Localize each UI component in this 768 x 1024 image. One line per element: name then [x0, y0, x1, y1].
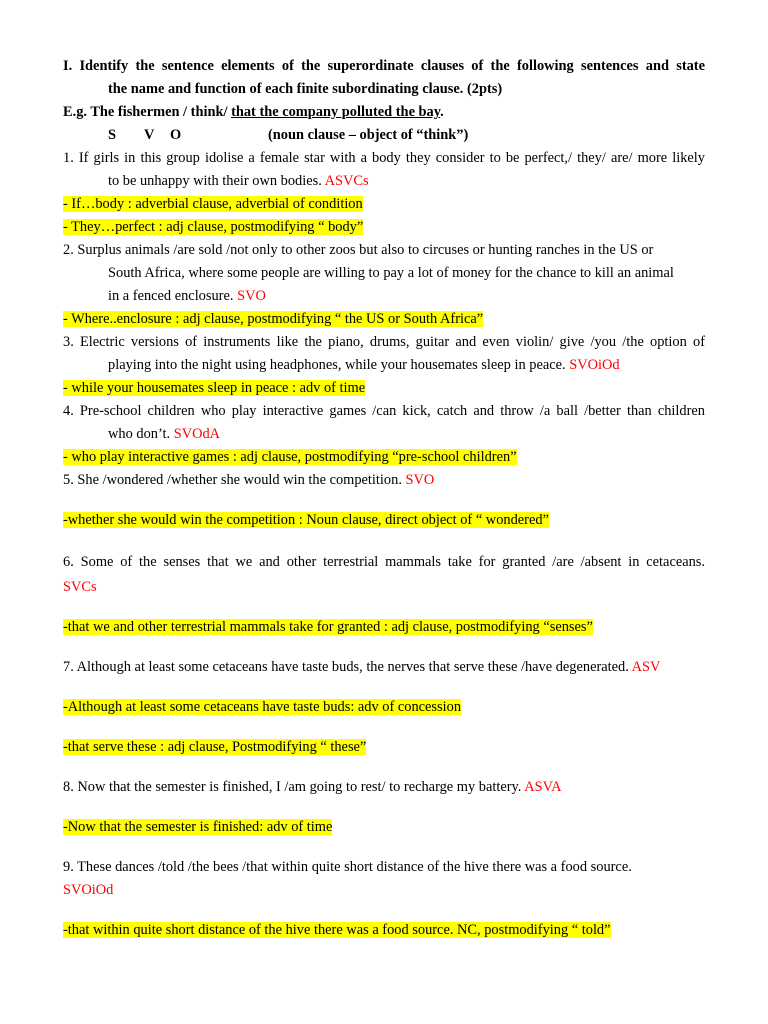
- item-9-pattern: SVOiOd: [63, 882, 114, 898]
- item-4-line2: who don’t. SVOdA: [108, 426, 221, 442]
- item-2-line3: in a fenced enclosure. SVO: [108, 288, 266, 304]
- example-note: (noun clause – object of “think”): [268, 127, 469, 143]
- item-4-line1: 4. Pre-school children who play interactive games /can kick, catch and throw /a ball /better than children: [63, 403, 705, 419]
- task-number: I.: [63, 58, 73, 74]
- item-3-line1: 3. Electric versions of instruments like the piano, drums, guitar and even violin/ give /you /the option of: [63, 334, 705, 350]
- item-7-pattern: ASV: [631, 659, 661, 675]
- example-labels: S V O (noun clause – object of “think”): [63, 124, 705, 147]
- task-instruction-line2: the name and function of each finite subordinating clause. (2pts): [108, 81, 503, 97]
- item-8-line1: 8. Now that the semester is finished, I /am going to rest/ to recharge my battery. ASVA: [63, 779, 562, 795]
- item-5-answer1: -whether she would win the competition : Noun clause, direct object of “ wondered”: [63, 512, 549, 528]
- document-page: [63, 55, 705, 942]
- item-3-line2: playing into the night using headphones, while your housemates sleep in peace. SVOiOd: [108, 357, 620, 373]
- example-sentence: E.g. The fishermen / think/ that the company polluted the bay.: [63, 104, 444, 120]
- item-4-pattern: SVOdA: [173, 426, 221, 442]
- item-1-line1: 1. If girls in this group idolise a female star with a body they consider to be perfect,/ they/ are/ more likely: [63, 150, 705, 166]
- item-4-answer1: - who play interactive games : adj clause, postmodifying “pre-school children”: [63, 449, 517, 465]
- item-9-line1: 9. These dances /told /the bees /that within quite short distance of the hive there was a food source.: [63, 859, 632, 875]
- item-6-answer1: -that we and other terrestrial mammals take for granted : adj clause, postmodifying “senses”: [63, 619, 593, 635]
- item-3-pattern: SVOiOd: [569, 357, 620, 373]
- item-6-line1: 6. Some of the senses that we and other terrestrial mammals take for granted /are /absent in cetaceans.: [63, 554, 705, 570]
- item-1-answer2: - They…perfect : adj clause, postmodifying “ body”: [63, 219, 364, 235]
- item-2-line2: South Africa, where some people are willing to pay a lot of money for the chance to kill an animal: [108, 265, 674, 281]
- item-2-answer1: - Where..enclosure : adj clause, postmodifying “ the US or South Africa”: [63, 311, 484, 327]
- item-6-pattern: SVCs: [63, 579, 97, 595]
- item-8-answer1: -Now that the semester is finished: adv of time: [63, 819, 333, 835]
- item-8-pattern: ASVA: [524, 779, 562, 795]
- task-instruction-line1: I. Identify the sentence elements of the superordinate clauses of the following sentences and state: [63, 58, 705, 74]
- item-7-answer2: -that serve these : adj clause, Postmodifying “ these”: [63, 739, 367, 755]
- item-1-line2: to be unhappy with their own bodies. ASVCs: [108, 173, 369, 189]
- item-3-answer1: - while your housemates sleep in peace : adv of time: [63, 380, 366, 396]
- example-underlined-clause: that the company polluted the bay: [231, 104, 441, 120]
- item-7-line1: 7. Although at least some cetaceans have taste buds, the nerves that serve these /have degenerated. ASV: [63, 659, 661, 675]
- item-5-line1: 5. She /wondered /whether she would win the competition. SVO: [63, 472, 435, 488]
- item-7-answer1: -Although at least some cetaceans have taste buds: adv of concession: [63, 699, 462, 715]
- item-5-pattern: SVO: [405, 472, 435, 488]
- item-1-pattern: ASVCs: [324, 173, 369, 189]
- item-2-line1: 2. Surplus animals /are sold /not only to other zoos but also to circuses or hunting ranches in the US or: [63, 242, 654, 258]
- item-9-answer1: -that within quite short distance of the hive there was a food source. NC, postmodifying “ told”: [63, 922, 611, 938]
- item-1-answer1: - If…body : adverbial clause, adverbial of condition: [63, 196, 363, 212]
- item-2-pattern: SVO: [237, 288, 266, 304]
